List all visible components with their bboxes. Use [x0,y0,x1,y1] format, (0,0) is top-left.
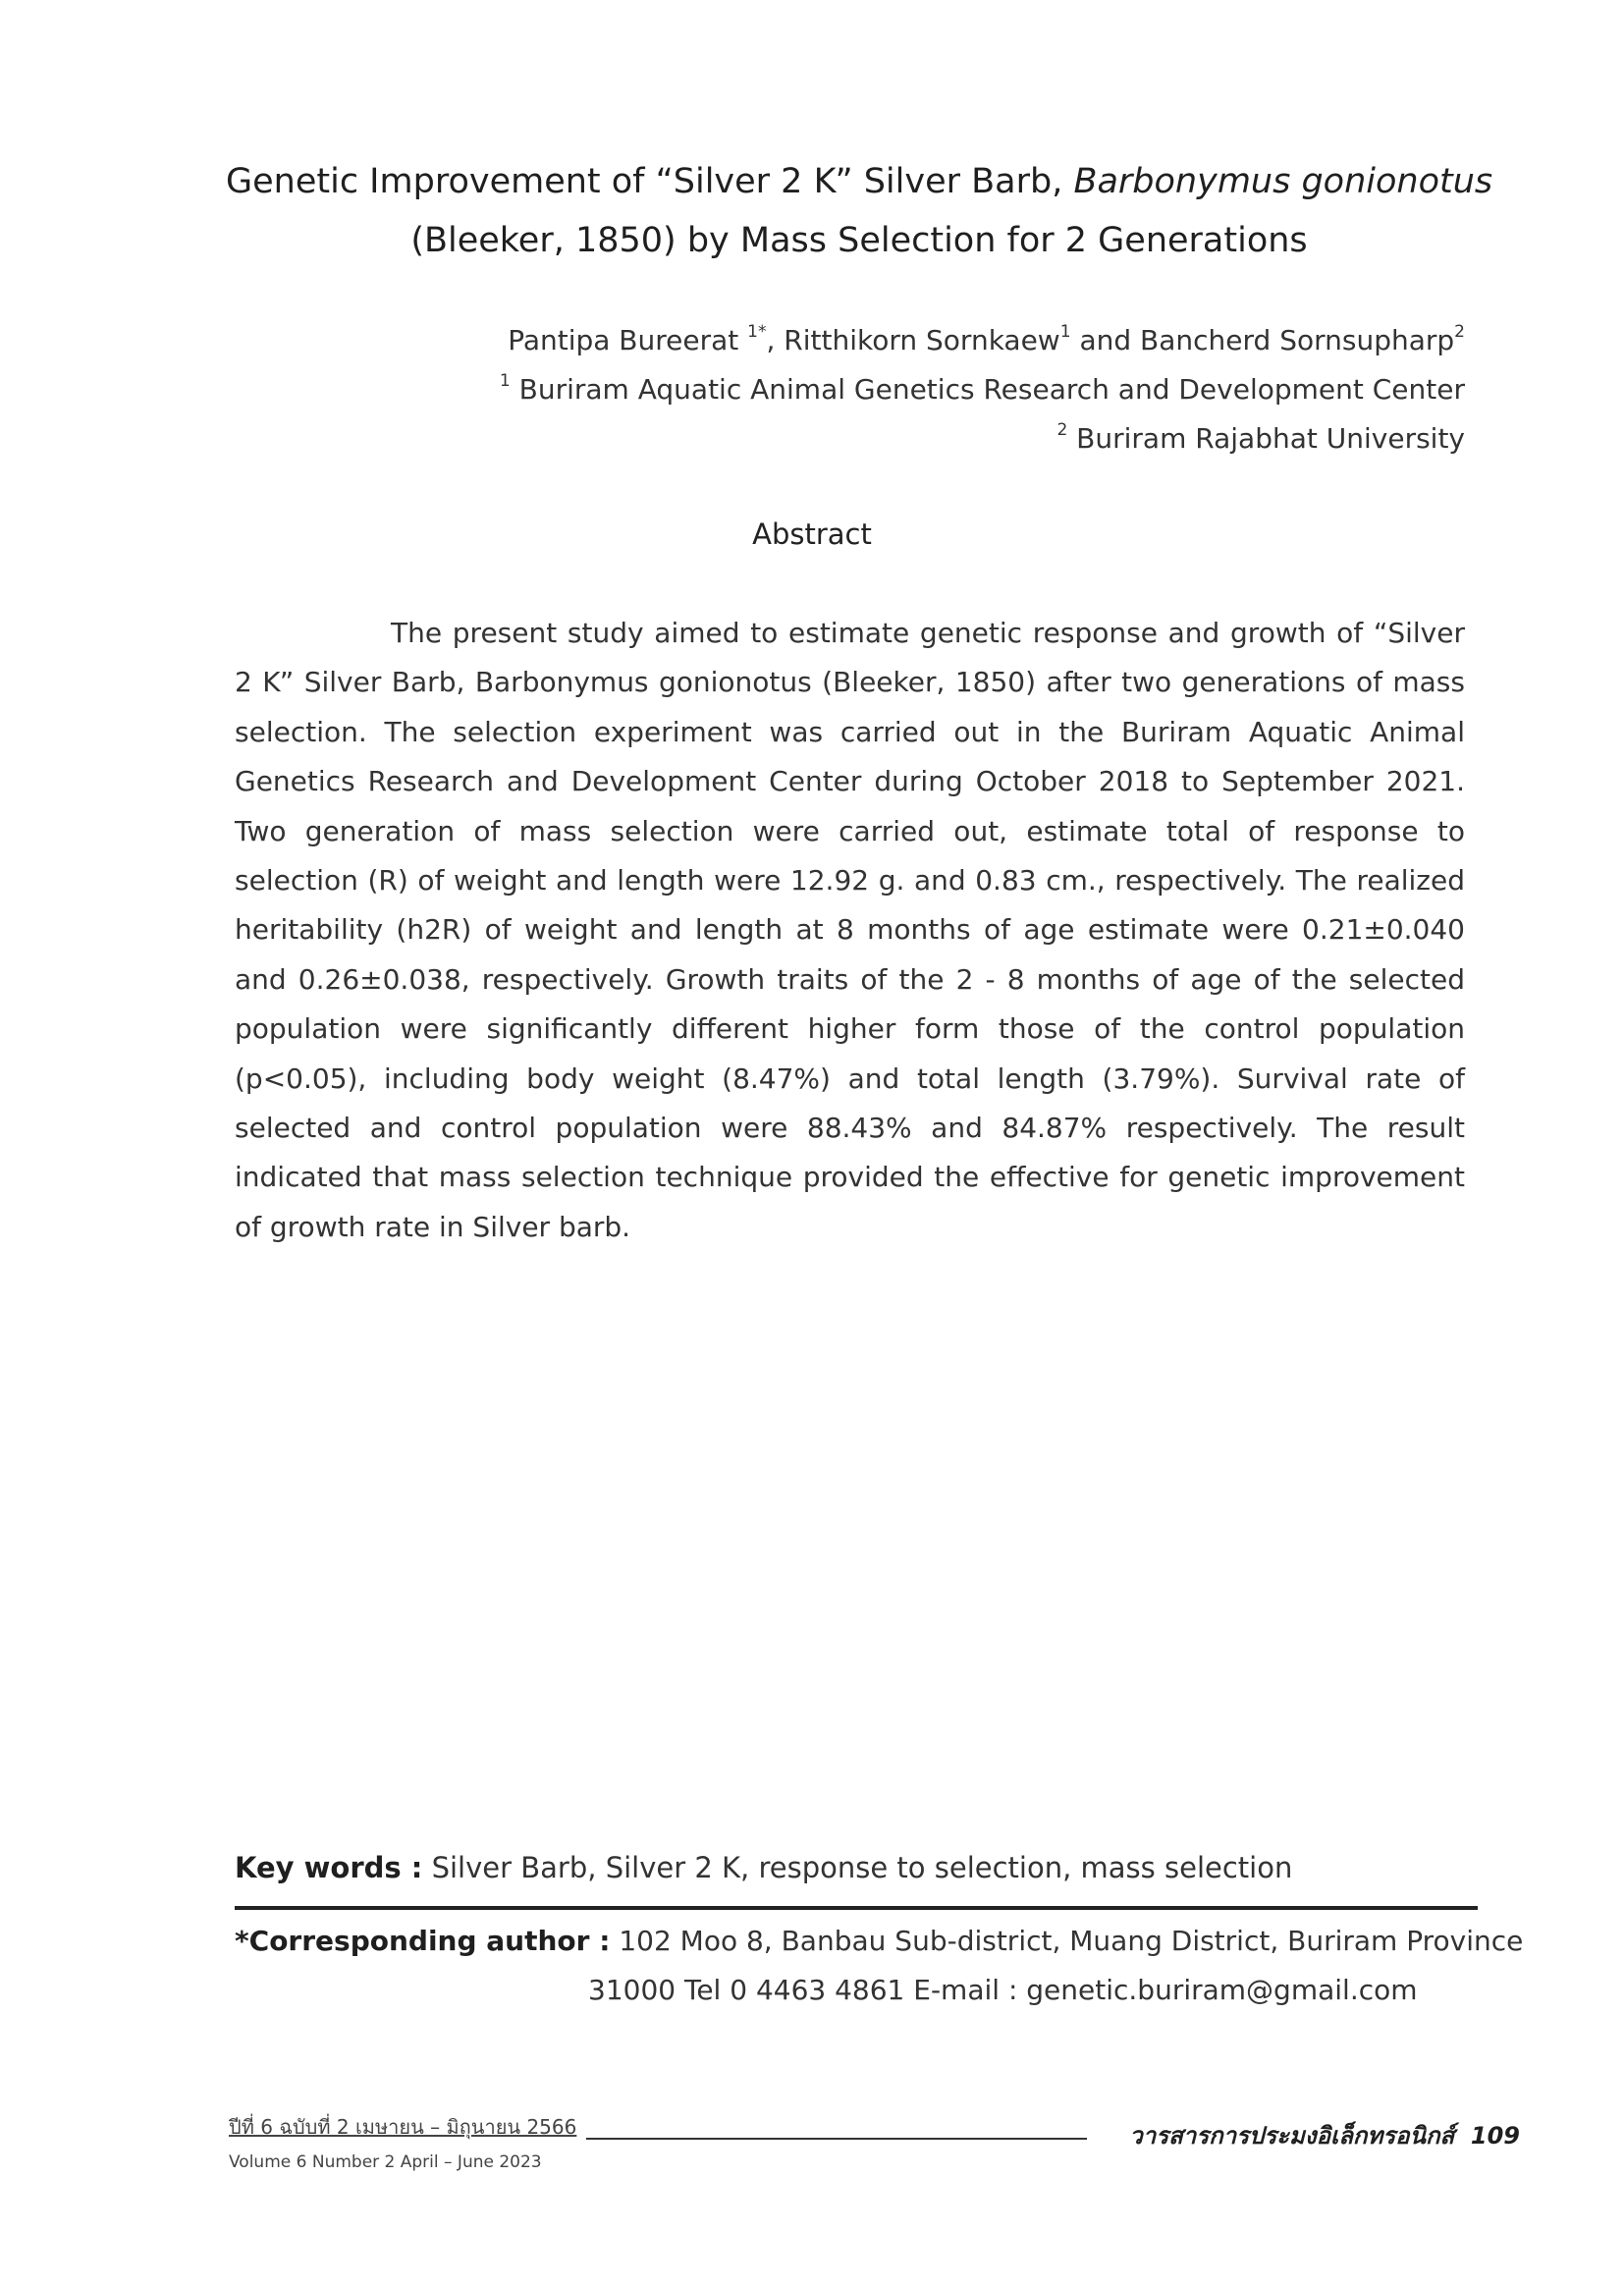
footer-journal-name: วารสารการประมงอิเล็กทรอนิกส์ [1129,2122,1455,2150]
author-2-mark: 1 [1059,322,1071,342]
footer-journal [1129,2116,1520,2154]
page-number: 109 [1470,2122,1520,2150]
affiliation-1 [500,365,1465,414]
corresponding-label: *Corresponding author : [235,1925,611,1957]
corresponding-line-1 [235,1925,1523,1957]
author-2: , Ritthikorn Sornkaew [766,324,1060,356]
keywords-label: Key words : [235,1851,423,1884]
title-line-1 [226,152,1492,211]
affiliation-2-text: Buriram Rajabhat University [1067,422,1465,455]
keywords-text: Silver Barb, Silver 2 K, response to selection, mass selection [422,1851,1293,1884]
author-3: and Bancherd Sornsupharp [1070,324,1455,356]
affiliation-2 [500,414,1465,463]
author-1: Pantipa Bureerat [508,324,748,356]
affiliation-1-mark: 1 [499,371,511,391]
affiliation-1-text: Buriram Aquatic Animal Genetics Research and Development Center [510,373,1465,406]
keywords-divider [235,1906,1478,1910]
abstract-heading: Abstract [752,517,872,551]
footer-divider [586,2138,1087,2140]
keywords [235,1851,1292,1884]
corresponding-contact: 31000 Tel 0 4463 4861 E-mail : genetic.buriram@gmail.com [588,1974,1418,2006]
author-list [500,316,1465,365]
footer-issue [229,2111,576,2172]
author-3-mark: 2 [1454,322,1465,342]
footer-thai-issue: ปีที่ 6 ฉบับที่ 2 เมษายน – มิถุนายน 2566 [229,2115,577,2139]
abstract-body: The present study aimed to estimate genetic response and growth of “Silver 2 K” Silver Barb, Barbonymus gonionotus (Bleeker, 1850) after two generations of mass selection. The selection experiment was carried out in the Buriram Aquatic Animal Genetics Research and Development Center during October 2018 to September 2021. Two generation of mass selection were carried out, estimate total of response to selection (R) of weight and length were 12.92 g. and 0.83 cm., respectively. The realized heritability (h2R) of weight and length at 8 months of age estimate were 0.21±0.040 and 0.26±0.038, respectively. Growth traits of the 2 - 8 months of age of the selected population were significantly different higher form those of the control population (p<0.05), including body weight (8.47%) and total length (3.79%). Survival rate of selected and control population were 88.43% and 84.87% respectively. The result indicated that mass selection technique provided the effective for genetic improvement of growth rate in Silver barb. [235,617,1465,1243]
author-1-mark: 1* [747,322,767,342]
title-prefix: Genetic Improvement of “Silver 2 K” Silver Barb, [226,162,1074,201]
corresponding-author [235,1917,1523,2015]
footer-english-issue: Volume 6 Number 2 April – June 2023 [229,2152,542,2172]
author-block [500,316,1465,463]
title-line-2: (Bleeker, 1850) by Mass Selection for 2 Generations [410,221,1308,260]
affiliation-2-mark: 2 [1056,420,1068,440]
corresponding-address: 102 Moo 8, Banbau Sub-district, Muang District, Buriram Province [610,1925,1524,1957]
title-species: Barbonymus gonionotus [1073,162,1493,201]
paper-title [226,152,1492,270]
